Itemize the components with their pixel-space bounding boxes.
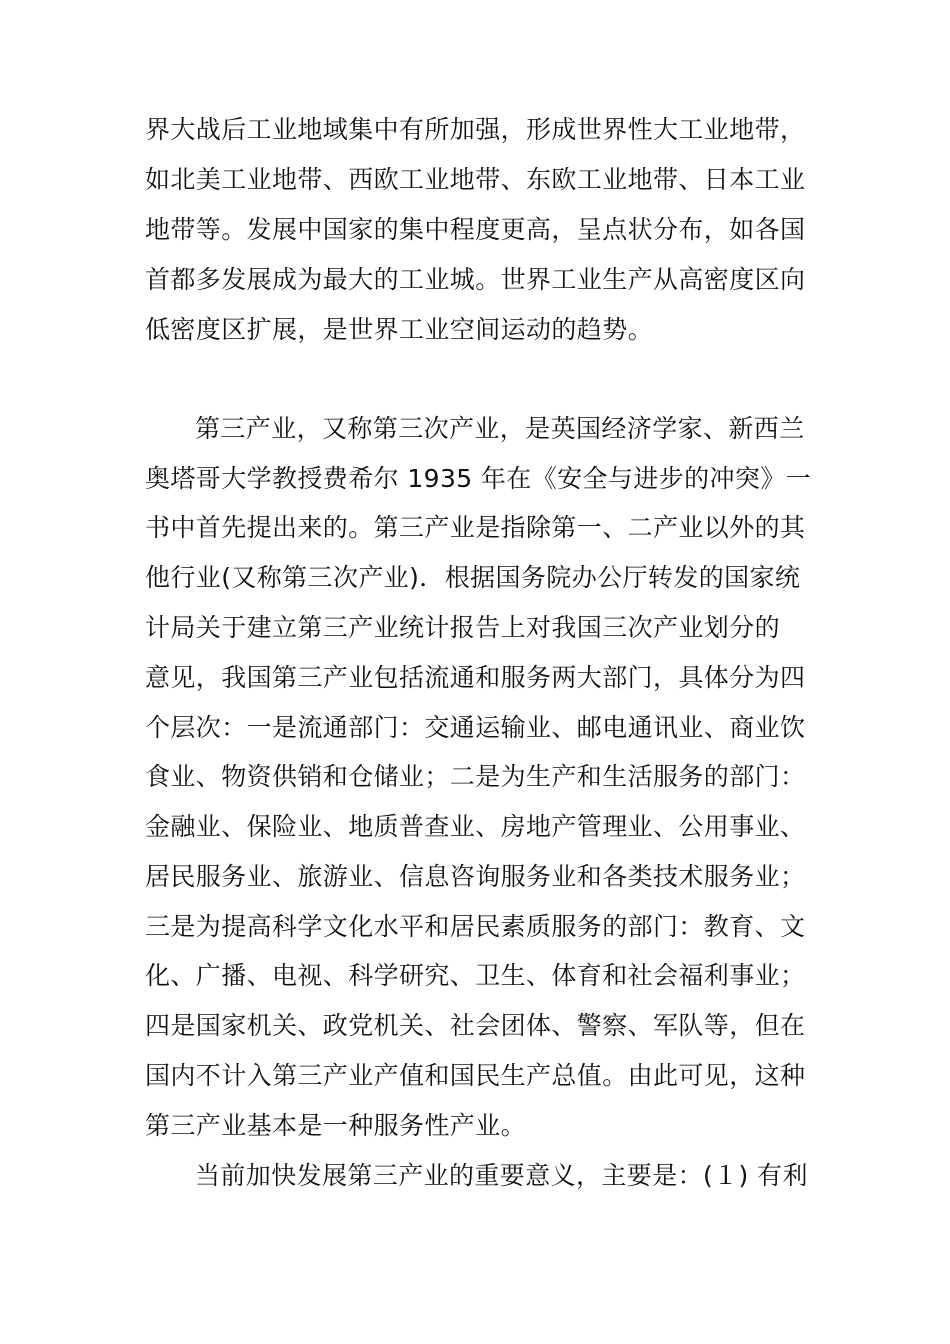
text-line: 四是国家机关、政党机关、社会团体、警察、军队等，但在 [145, 1011, 806, 1040]
text-line: 书中首先提出来的。第三产业是指除第一、二产业以外的其 [145, 513, 806, 542]
text-line: 界大战后工业地域集中有所加强，形成世界性大工业地带， [145, 115, 806, 144]
text-line: 低密度区扩展，是世界工业空间运动的趋势。 [145, 315, 654, 344]
text-line: 个层次：一是流通部门：交通运输业、邮电通讯业、商业饮 [145, 713, 806, 742]
text-line: 奥塔哥大学教授费希尔 1935 年在《安全与进步的冲突》一 [145, 464, 812, 493]
text-line: 金融业、保险业、地质普查业、房地产管理业、公用事业、 [145, 812, 806, 841]
text-line: 居民服务业、旅游业、信息咨询服务业和各类技术服务业； [145, 862, 806, 891]
text-line: 当前加快发展第三产业的重要意义，主要是：(１) 有利 [195, 1161, 808, 1190]
text-line: 国内不计入第三产业产值和国民生产总值。由此可见，这种 [145, 1061, 806, 1090]
text-line: 如北美工业地带、西欧工业地带、东欧工业地带、日本工业 [145, 165, 806, 194]
text-line: 化、广播、电视、科学研究、卫生、体育和社会福利事业； [145, 961, 806, 990]
text-line: 意见，我国第三产业包括流通和服务两大部门，具体分为四 [145, 663, 806, 692]
text-line: 第三产业，又称第三次产业，是英国经济学家、新西兰 [195, 414, 805, 443]
text-line: 计局关于建立第三产业统计报告上对我国三次产业划分的 [145, 613, 781, 642]
text-line: 首都多发展成为最大的工业城。世界工业生产从高密度区向 [145, 265, 806, 294]
text-line: 第三产业基本是一种服务性产业。 [145, 1111, 527, 1140]
text-line: 食业、物资供销和仓储业；二是为生产和生活服务的部门： [145, 762, 806, 791]
text-line: 他行业(又称第三次产业)．根据国务院办公厅转发的国家统 [145, 563, 801, 592]
text-line: 地带等。发展中国家的集中程度更高，呈点状分布，如各国 [145, 215, 806, 244]
text-line: 三是为提高科学文化水平和居民素质服务的部门：教育、文 [145, 912, 806, 941]
